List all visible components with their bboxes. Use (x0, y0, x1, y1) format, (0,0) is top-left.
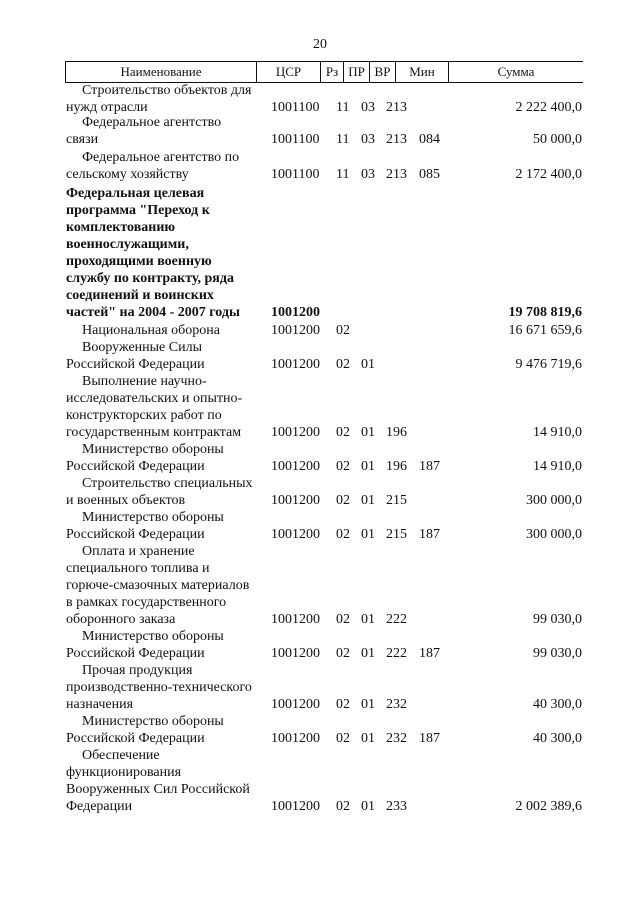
row-name-line: связи (66, 132, 99, 147)
row-csr: 1001200 (271, 305, 320, 320)
row-pr: 01 (361, 799, 375, 814)
row-rz: 02 (336, 697, 350, 712)
row-csr: 1001100 (271, 100, 320, 115)
row-pr: 03 (361, 167, 375, 182)
row-name-line: военнослужащими, (66, 237, 189, 252)
row-pr: 01 (361, 731, 375, 746)
row-sum: 300 000,0 (526, 527, 582, 542)
row-rz: 02 (336, 357, 350, 372)
row-name-line: службу по контракту, ряда (66, 271, 234, 286)
row-vr: 215 (386, 527, 407, 542)
row-name-line: горюче-смазочных материалов (66, 578, 250, 593)
row-vr: 232 (386, 697, 407, 712)
row-name-line: частей" на 2004 - 2007 годы (66, 305, 240, 320)
row-rz: 02 (336, 731, 350, 746)
row-vr: 196 (386, 459, 407, 474)
row-sum: 50 000,0 (533, 132, 582, 147)
row-rz: 11 (336, 167, 350, 182)
row-name-line: Федерации (66, 799, 133, 814)
row-pr: 01 (361, 425, 375, 440)
row-sum: 14 910,0 (533, 425, 582, 440)
row-vr: 232 (386, 731, 407, 746)
row-name-line: проходящими военную (66, 254, 212, 269)
row-name-line: Федеральное агентство (82, 115, 222, 130)
row-vr: 222 (386, 646, 407, 661)
row-rz: 11 (336, 100, 350, 115)
row-csr: 1001200 (271, 459, 320, 474)
header-name: Наименование (66, 62, 257, 82)
row-sum: 99 030,0 (533, 612, 582, 627)
row-name-line: Министерство обороны (82, 629, 224, 644)
header-csr: ЦСР (257, 62, 321, 82)
row-name-line: Министерство обороны (82, 442, 224, 457)
row-min: 084 (419, 132, 440, 147)
row-csr: 1001200 (271, 612, 320, 627)
row-sum: 2 172 400,0 (515, 167, 582, 182)
row-rz: 02 (336, 493, 350, 508)
row-sum: 99 030,0 (533, 646, 582, 661)
row-csr: 1001200 (271, 323, 320, 338)
row-name-line: конструкторских работ по (66, 408, 222, 423)
row-sum: 40 300,0 (533, 731, 582, 746)
row-csr: 1001200 (271, 799, 320, 814)
row-pr: 01 (361, 612, 375, 627)
row-vr: 222 (386, 612, 407, 627)
row-vr: 233 (386, 799, 407, 814)
row-name-line: Министерство обороны (82, 510, 224, 525)
row-name-line: Федеральная целевая (66, 186, 205, 201)
row-rz: 11 (336, 132, 350, 147)
row-name-line: Обеспечение (82, 748, 160, 763)
row-rz: 02 (336, 646, 350, 661)
row-name-line: государственным контрактам (66, 425, 242, 440)
row-rz: 02 (336, 527, 350, 542)
row-min: 187 (419, 731, 440, 746)
row-pr: 01 (361, 493, 375, 508)
row-sum: 19 708 819,6 (508, 305, 582, 320)
row-csr: 1001200 (271, 646, 320, 661)
row-sum: 16 671 659,6 (508, 323, 582, 338)
row-name-line: производственно-технического (66, 680, 252, 695)
row-name-line: Российской Федерации (66, 459, 205, 474)
page-number: 20 (313, 37, 327, 52)
row-pr: 03 (361, 132, 375, 147)
row-name-line: Оплата и хранение (82, 544, 195, 559)
row-min: 085 (419, 167, 440, 182)
row-name-line: сельскому хозяйству (66, 167, 189, 182)
header-pr: ПР (344, 62, 370, 82)
row-sum: 14 910,0 (533, 459, 582, 474)
row-name-line: Российской Федерации (66, 527, 205, 542)
row-vr: 196 (386, 425, 407, 440)
row-name-line: специального топлива и (66, 561, 210, 576)
row-vr: 213 (386, 132, 407, 147)
row-pr: 01 (361, 357, 375, 372)
row-pr: 01 (361, 646, 375, 661)
row-pr: 01 (361, 697, 375, 712)
row-name-line: Министерство обороны (82, 714, 224, 729)
row-min: 187 (419, 527, 440, 542)
row-pr: 01 (361, 527, 375, 542)
row-csr: 1001100 (271, 132, 320, 147)
row-rz: 02 (336, 323, 350, 338)
row-name-line: Выполнение научно- (82, 374, 207, 389)
header-vr: ВР (370, 62, 396, 82)
row-name-line: Строительство специальных (82, 476, 253, 491)
row-name-line: Российской Федерации (66, 731, 205, 746)
header-rz: Рз (321, 62, 344, 82)
row-name-line: комплектованию (66, 220, 176, 235)
row-rz: 02 (336, 612, 350, 627)
row-csr: 1001200 (271, 425, 320, 440)
row-name-line: функционирования (66, 765, 182, 780)
row-sum: 9 476 719,6 (515, 357, 582, 372)
row-vr: 213 (386, 167, 407, 182)
row-name-line: назначения (66, 697, 134, 712)
row-name-line: программа "Переход к (66, 203, 210, 218)
row-sum: 2 222 400,0 (515, 100, 582, 115)
row-vr: 215 (386, 493, 407, 508)
row-csr: 1001200 (271, 493, 320, 508)
row-name-line: Строительство объектов для (82, 83, 252, 98)
row-pr: 01 (361, 459, 375, 474)
row-name-line: Российской Федерации (66, 357, 205, 372)
row-name-line: исследовательских и опытно- (66, 391, 243, 406)
row-rz: 02 (336, 459, 350, 474)
row-name-line: оборонного заказа (66, 612, 176, 627)
row-name (66, 747, 256, 815)
row-sum: 40 300,0 (533, 697, 582, 712)
header-sum: Сумма (497, 64, 535, 79)
row-name-line: в рамках государственного (66, 595, 227, 610)
row-name-line: Национальная оборона (82, 323, 220, 338)
row-name-line: и военных объектов (66, 493, 186, 508)
row-name-line: Российской Федерации (66, 646, 205, 661)
row-pr: 03 (361, 100, 375, 115)
row-csr: 1001100 (271, 167, 320, 182)
row-name-line: соединений и воинских (66, 288, 214, 303)
row-min: 187 (419, 646, 440, 661)
row-name-line: нужд отрасли (66, 100, 148, 115)
row-sum: 2 002 389,6 (515, 799, 582, 814)
row-vr: 213 (386, 100, 407, 115)
row-csr: 1001200 (271, 357, 320, 372)
header-min: Мин (396, 62, 449, 82)
row-csr: 1001200 (271, 527, 320, 542)
row-name-line: Федеральное агентство по (82, 150, 240, 165)
row-min: 187 (419, 459, 440, 474)
row-csr: 1001200 (271, 697, 320, 712)
row-name-line: Вооруженные Силы (82, 340, 202, 355)
row-name-line: Прочая продукция (82, 663, 193, 678)
row-rz: 02 (336, 799, 350, 814)
row-name-line: Вооруженных Сил Российской (66, 782, 250, 797)
row-rz: 02 (336, 425, 350, 440)
row-csr: 1001200 (271, 731, 320, 746)
row-sum: 300 000,0 (526, 493, 582, 508)
